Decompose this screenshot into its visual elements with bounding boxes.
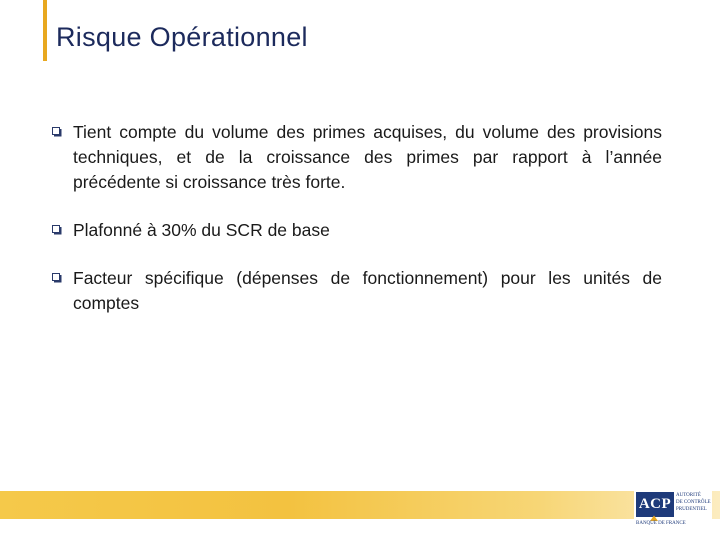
acp-logo [634, 489, 712, 531]
logo-acronym: ACP [636, 492, 674, 517]
bullet-text: Plafonné à 30% du SCR de base [73, 220, 330, 240]
title-accent-bar [43, 0, 47, 61]
list-item [50, 218, 662, 243]
logo-parent: BANQUE DE FRANCE [636, 521, 686, 526]
list-item [50, 266, 662, 316]
bullet-list [50, 120, 662, 339]
square-bullet-icon [52, 127, 62, 137]
footer-band [0, 491, 720, 519]
square-bullet-icon [52, 273, 62, 283]
slide-title: Risque Opérationnel [56, 22, 308, 52]
square-bullet-icon [52, 225, 62, 235]
list-item [50, 120, 662, 195]
logo-name: AUTORITÉ DE CONTRÔLE PRUDENTIEL [676, 493, 711, 512]
bullet-text: Facteur spécifique (dépenses de fonctionnement) pour les unités de comptes [73, 268, 662, 313]
bullet-text: Tient compte du volume des primes acquises, du volume des provisions techniques, et de la croissance des primes par rapport à l’année précédente si croissance très forte. [73, 122, 662, 192]
